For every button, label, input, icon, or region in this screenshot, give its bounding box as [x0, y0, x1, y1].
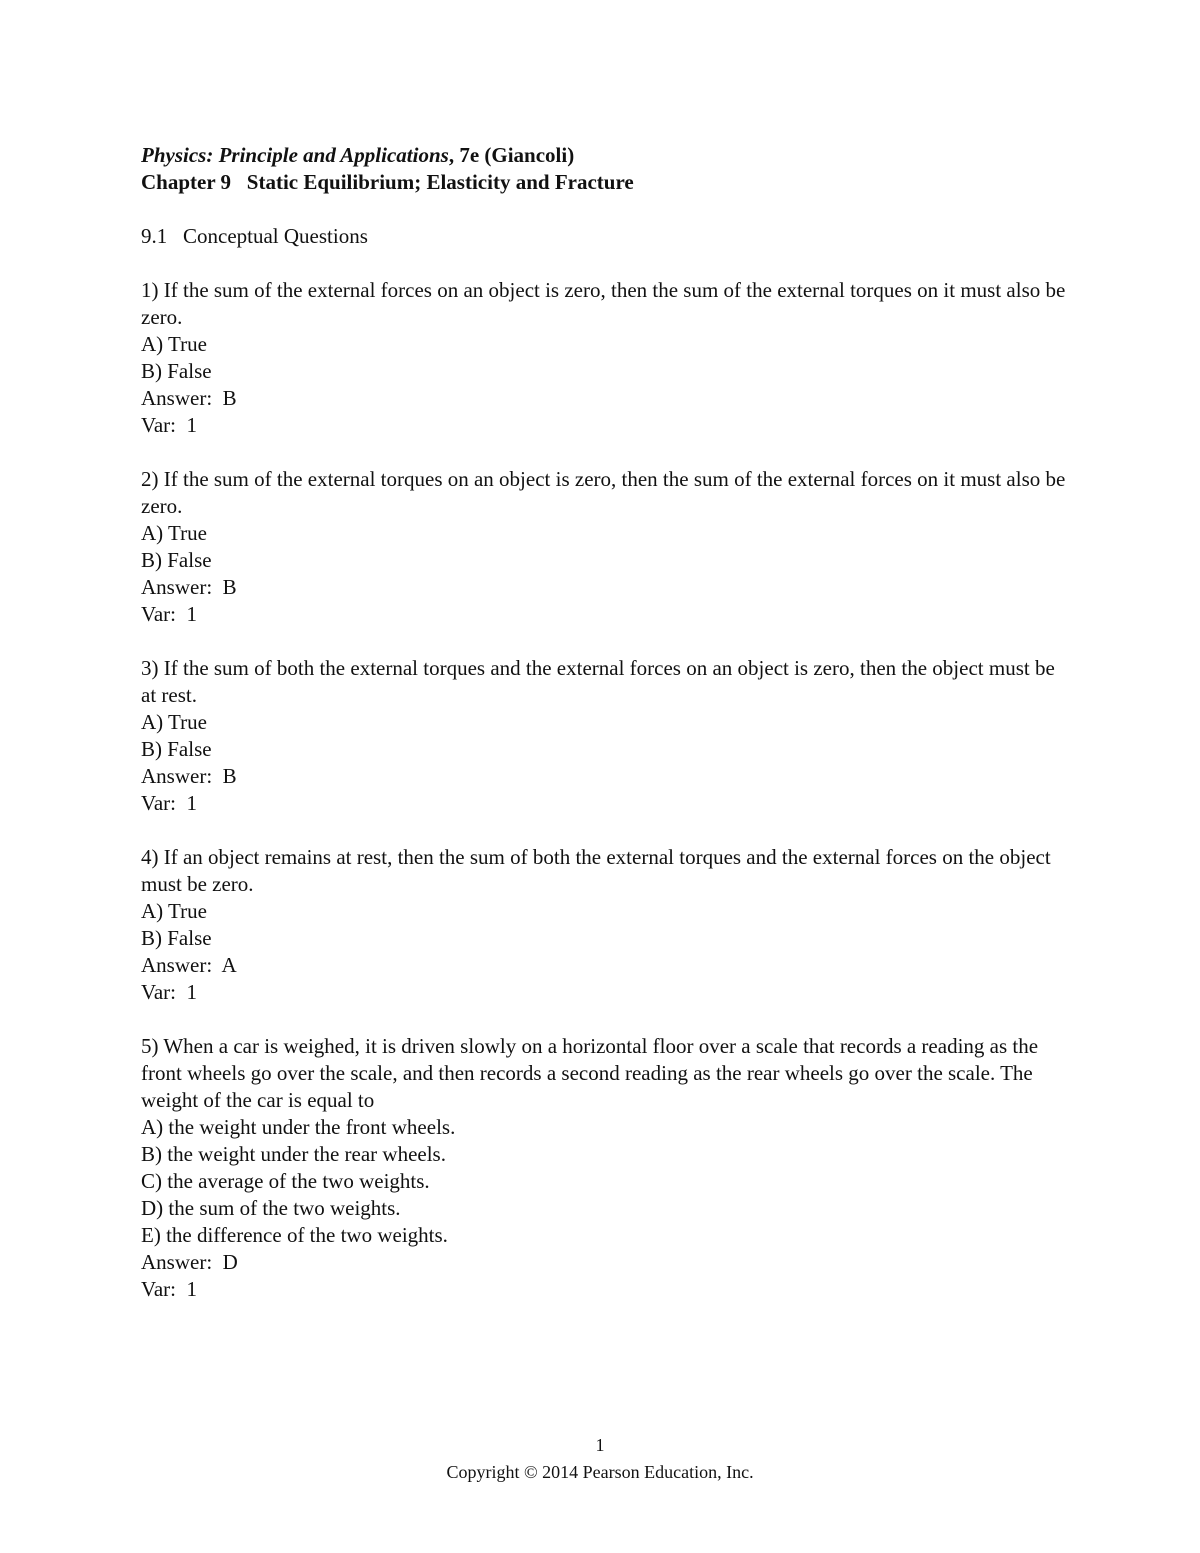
- answer: Answer: B: [141, 764, 237, 788]
- question-stem: 2) If the sum of the external torques on an object is zero, then the sum of the external forces on it must also be zero.: [141, 467, 1066, 518]
- option-a: A) True: [141, 710, 207, 734]
- option-a: A) True: [141, 899, 207, 923]
- option-d: D) the sum of the two weights.: [141, 1196, 401, 1220]
- option-b: B) False: [141, 548, 212, 572]
- option-b: B) False: [141, 359, 212, 383]
- option-c: C) the average of the two weights.: [141, 1169, 430, 1193]
- var: Var: 1: [141, 791, 197, 815]
- option-b: B) the weight under the rear wheels.: [141, 1142, 446, 1166]
- page-content: [141, 142, 1071, 1303]
- option-e: E) the difference of the two weights.: [141, 1223, 448, 1247]
- var: Var: 1: [141, 1277, 197, 1301]
- book-edition: , 7e (Giancoli): [448, 143, 575, 167]
- option-a: A) True: [141, 332, 207, 356]
- answer: Answer: A: [141, 953, 237, 977]
- copyright-notice: Copyright © 2014 Pearson Education, Inc.: [446, 1462, 754, 1482]
- chapter-title: Chapter 9 Static Equilibrium; Elasticity and Fracture: [141, 170, 634, 194]
- question-5: [141, 1033, 1071, 1303]
- option-b: B) False: [141, 737, 212, 761]
- section-heading: 9.1 Conceptual Questions: [141, 224, 368, 248]
- answer: Answer: D: [141, 1250, 238, 1274]
- book-title-line: [141, 142, 1071, 169]
- question-stem: 4) If an object remains at rest, then the sum of both the external torques and the external forces on the object must be zero.: [141, 845, 1051, 896]
- answer: Answer: B: [141, 386, 237, 410]
- option-a: A) True: [141, 521, 207, 545]
- question-stem: 5) When a car is weighed, it is driven slowly on a horizontal floor over a scale that records a reading as the front wheels go over the scale, and then records a second reading as the rear wheels go over the scale. The weight of the car is equal to: [141, 1034, 1039, 1112]
- option-b: B) False: [141, 926, 212, 950]
- var: Var: 1: [141, 980, 197, 1004]
- question-1: [141, 277, 1071, 439]
- page-number: 1: [595, 1435, 605, 1455]
- option-a: A) the weight under the front wheels.: [141, 1115, 456, 1139]
- question-2: [141, 466, 1071, 628]
- answer: Answer: B: [141, 575, 237, 599]
- question-4: [141, 844, 1071, 1006]
- book-title: Physics: Principle and Applications: [141, 143, 449, 167]
- question-3: [141, 655, 1071, 817]
- question-stem: 3) If the sum of both the external torques and the external forces on an object is zero, then the object must be at rest.: [141, 656, 1055, 707]
- question-stem: 1) If the sum of the external forces on an object is zero, then the sum of the external torques on it must also be zero.: [141, 278, 1066, 329]
- var: Var: 1: [141, 413, 197, 437]
- var: Var: 1: [141, 602, 197, 626]
